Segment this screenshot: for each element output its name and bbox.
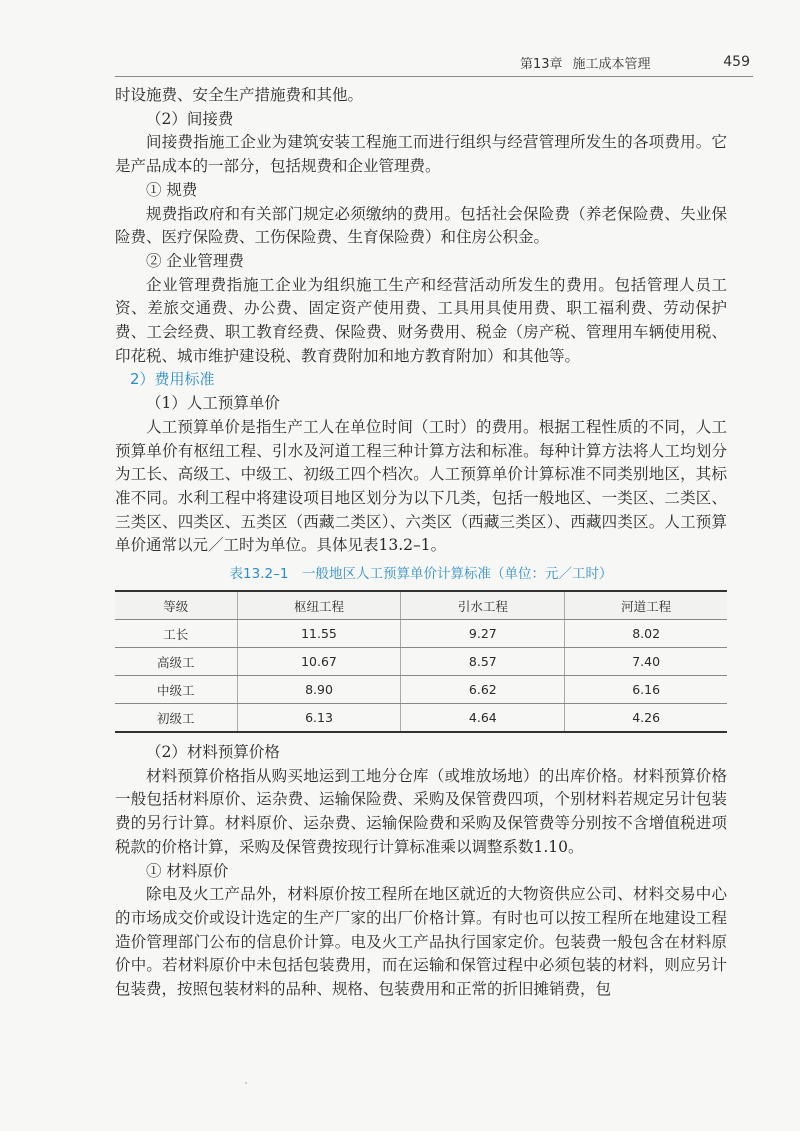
table-cell: 11.55 [237,620,401,648]
chapter-title: 施工成本管理 [572,56,651,72]
table-cell: 4.26 [565,704,727,733]
section-heading-cost-standard: 2）费用标准 [130,370,215,389]
chapter-number: 第13章 [520,56,563,72]
table-header-cell: 枢纽工程 [237,591,401,620]
table-row [115,620,727,648]
table-cell: 6.13 [237,704,401,733]
table-cell: 6.16 [565,676,727,704]
table-row [115,648,727,676]
table-cell: 9.27 [401,620,565,648]
table-cell: 10.67 [237,648,401,676]
table-cell: 中级工 [115,676,237,704]
header-rule [115,76,753,77]
subheading-labor-price: （1）人工预算单价 [146,394,280,413]
table-header-cell: 引水工程 [401,591,565,620]
subheading-fees: ① 规费 [146,180,198,199]
table-cell: 高级工 [115,648,237,676]
labor-price-table [115,590,727,733]
table-cell: 工长 [115,620,237,648]
table-title: 表13.2–1 一般地区人工预算单价计算标准（单位：元／工时） [229,566,613,583]
paragraph: 间接费指施工企业为建筑安装工程施工而进行组织与经营管理所发生的各项费用。它是产品成本的一部分，包括规费和企业管理费。 [115,133,727,176]
paragraph: 时设施费、安全生产措施费和其他。 [115,86,364,104]
page-body [115,84,727,1002]
table-cell: 8.90 [237,676,401,704]
paragraph: 企业管理费指施工企业为组织施工生产和经营活动所发生的费用。包括管理人员工资、差旅交通费、办公费、固定资产使用费、工具用具使用费、职工福利费、劳动保护费、工会经费、职工教育经费、保险费、财务费用、税金（房产税、管理用车辆使用税、印花税、城市维护建设税、教育费附加和地方教育附加）和其他等。 [115,275,727,365]
table-header-cell: 河道工程 [565,591,727,620]
table-cell: 6.62 [401,676,565,704]
table-row [115,704,727,733]
running-header [520,50,750,74]
paragraph: 材料预算价格指从购买地运到工地分仓库（或堆放场地）的出库价格。材料预算价格一般包括材料原价、运杂费、运输保险费、采购及保管费四项，个别材料若规定另计包装费的另行计算。材料原价、运杂费、运输保险费和采购及保管费等分别按不含增值税进项税款的价格计算，采购及保管费按现行计算标准乘以调整系数1.10。 [115,766,727,856]
paragraph: 规费指政府和有关部门规定必须缴纳的费用。包括社会保险费（养老保险费、失业保险费、医疗保险费、工伤保险费、生育保险费）和住房公积金。 [115,204,727,247]
paragraph: 人工预算单价是指生产工人在单位时间（工时）的费用。根据工程性质的不同，人工预算单价有枢纽工程、引水及河道工程三种计算方法和标准。每种计算方法将人工均划分为工长、高级工、中级工、初级工四个档次。人工预算单价计算标准不同类别地区，其标准不同。水利工程中将建设项目地区划分为以下几类，包括一般地区、一类区、二类区、三类区、四类区、五类区（西藏二类区）、六类区（西藏三类区）、西藏四类区。人工预算单价通常以元／工时为单位。具体见表13.2–1。 [115,417,727,555]
subheading-material-price: （2）材料预算价格 [146,743,280,762]
table-cell: 7.40 [565,648,727,676]
table-cell: 4.64 [401,704,565,733]
page-number: 459 [723,54,750,70]
subheading-management-fee: ② 企业管理费 [146,251,244,270]
table-header-cell: 等级 [115,591,237,620]
table-cell: 8.02 [565,620,727,648]
scan-speck [245,1082,247,1084]
subheading-material-original-price: ① 材料原价 [146,861,229,880]
table-row [115,676,727,704]
paragraph: 除电及火工产品外，材料原价按工程所在地区就近的大物资供应公司、材料交易中心的市场成交价或设计选定的生产厂家的出厂价格计算。有时也可以按工程所在地建设工程造价管理部门公布的信息价计算。电及火工产品执行国家定价。包装费一般包含在材料原价中。若材料原价中未包括包装费用，而在运输和保管过程中必须包装的材料，则应另计包装费，按照包装材料的品种、规格、包装费用和正常的折旧摊销费，包 [115,885,727,999]
table-cell: 8.57 [401,648,565,676]
table-header-row [115,591,727,620]
table-cell: 初级工 [115,704,237,733]
subheading-indirect-cost: （2）间接费 [146,109,234,128]
